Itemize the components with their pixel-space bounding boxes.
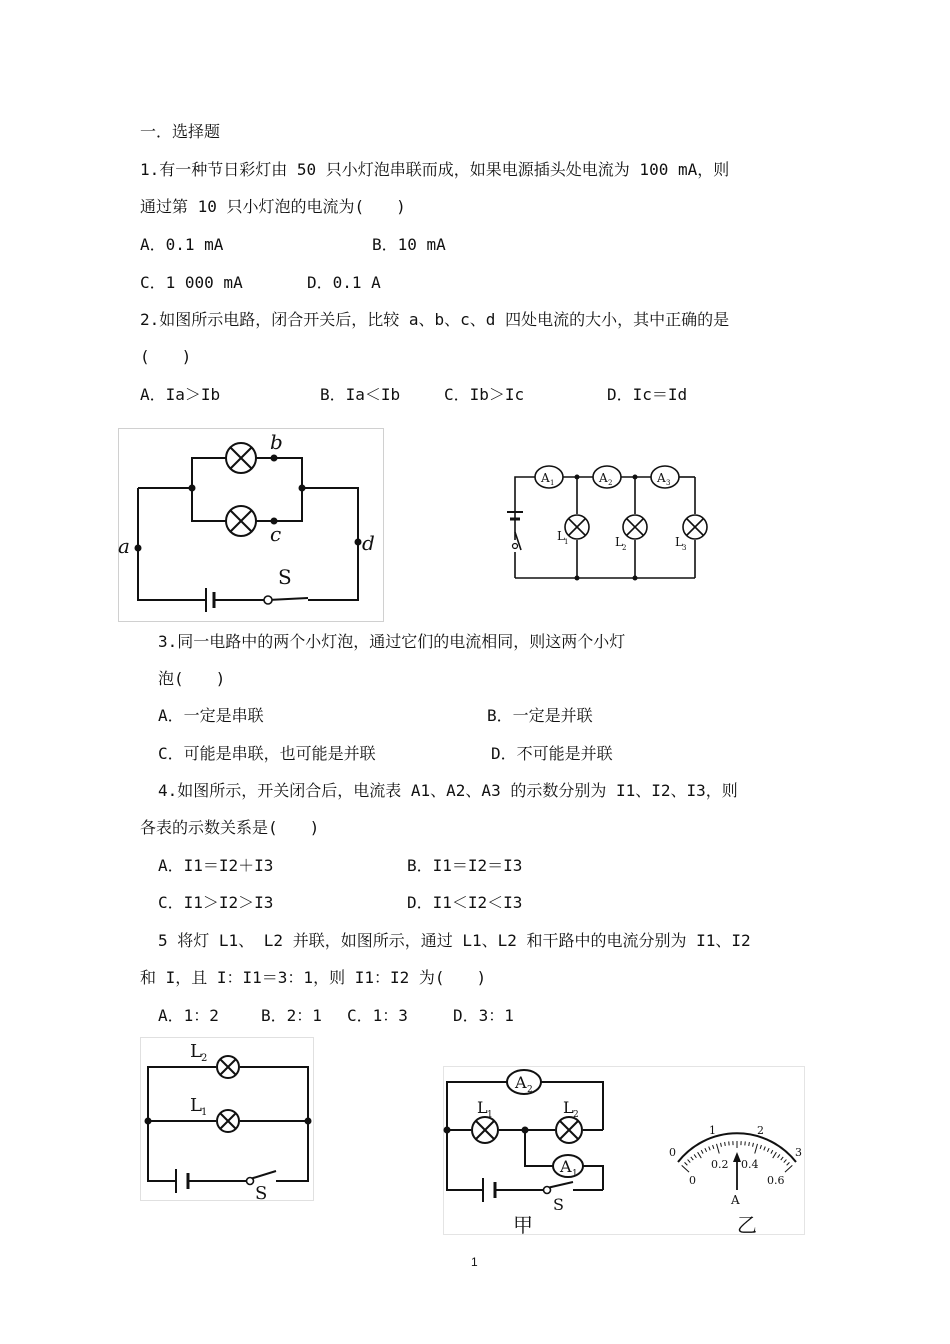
label-d: d xyxy=(362,531,375,555)
dial-tick xyxy=(785,1165,792,1172)
label-switch-s: S xyxy=(278,565,292,589)
svg-text:2: 2 xyxy=(608,479,613,487)
svg-text:2: 2 xyxy=(622,544,627,552)
dial-tick xyxy=(694,1154,696,1157)
lamp-l1-label: L xyxy=(190,1095,202,1116)
dial-tick xyxy=(705,1148,707,1152)
dial-inner-0: 0 xyxy=(689,1174,696,1187)
dial-inner-0-4: 0.4 xyxy=(741,1158,759,1171)
q2-line1: 2.如图所示电路，闭合开关后，比较 a、b、c、d 四处电流的大小，其中正确的是 xyxy=(140,310,730,329)
dial-tick xyxy=(721,1143,722,1147)
dial-tick xyxy=(698,1152,702,1158)
q1-option-c: C．1 000 mA xyxy=(140,273,243,292)
dial-inner-0-2: 0.2 xyxy=(711,1158,729,1171)
svg-text:1: 1 xyxy=(201,1107,208,1118)
q4-option-a: A．I1＝I2＋I3 xyxy=(158,856,274,875)
q1-option-a: A．0.1 mA xyxy=(140,235,224,254)
svg-text:2: 2 xyxy=(527,1085,533,1095)
q4-option-c: C．I1＞I2＞I3 xyxy=(158,893,274,912)
q2-option-a: A．Ia＞Ib xyxy=(140,385,221,404)
dial-tick xyxy=(682,1165,689,1172)
q5-circuit-diagram xyxy=(140,1037,314,1201)
q2-circuit-diagram xyxy=(118,428,384,622)
dial-tick xyxy=(764,1147,766,1151)
q4-line1: 4.如图所示，开关闭合后，电流表 A1、A2、A3 的示数分别为 I1、I2、I3，则 xyxy=(158,781,738,800)
ammeter-circuit-diagram xyxy=(443,1066,805,1238)
dial-tick xyxy=(691,1157,693,1160)
dial-tick xyxy=(781,1157,783,1160)
q2-line2: ( ) xyxy=(140,347,192,366)
ammeter-a2-label: A xyxy=(515,1073,527,1092)
dial-outer-1: 1 xyxy=(709,1124,716,1137)
q5-line2: 和 I，且 I：I1＝3：1，则 I1：I2 为( ) xyxy=(140,968,487,987)
dial-tick xyxy=(767,1148,769,1152)
lamp-l3-label: L xyxy=(675,535,683,549)
q2-option-d: D．Ic＝Id xyxy=(607,385,688,404)
dial-tick xyxy=(688,1160,691,1163)
q3-option-b: B．一定是并联 xyxy=(487,706,593,725)
ammeter-dial xyxy=(669,1124,802,1237)
ammeter-a2-label: A xyxy=(599,471,608,485)
q1-option-d: D．0.1 A xyxy=(307,273,381,292)
label-jia: 甲 xyxy=(513,1213,533,1237)
q3-option-a: A．一定是串联 xyxy=(158,706,264,725)
svg-text:1: 1 xyxy=(550,479,555,487)
lamp-l1-label: L xyxy=(557,529,565,543)
dial-outer-0: 0 xyxy=(669,1146,676,1159)
label-yi: 乙 xyxy=(737,1213,757,1237)
q5-line1: 5 将灯 L1、 L2 并联，如图所示，通过 L1、L2 和干路中的电流分别为 I1、I2 xyxy=(158,931,751,950)
dial-tick xyxy=(749,1142,750,1146)
page-number: 1 xyxy=(471,1255,478,1269)
dial-needle-arrow xyxy=(733,1152,741,1162)
dial-tick xyxy=(717,1144,720,1154)
dial-tick xyxy=(709,1147,711,1151)
q3-line1: 3.同一电路中的两个小灯泡，通过它们的电流相同，则这两个小灯 xyxy=(158,632,626,651)
svg-text:3: 3 xyxy=(666,479,671,487)
q4-option-d: D．I1＜I2＜I3 xyxy=(407,893,523,912)
dial-outer-2: 2 xyxy=(757,1124,764,1137)
q2-option-c: C．Ib＞Ic xyxy=(444,385,525,404)
svg-text:2: 2 xyxy=(201,1053,208,1064)
lamp-l1-label: L xyxy=(477,1098,488,1117)
ammeter-a3-label: A xyxy=(657,471,666,485)
dial-tick xyxy=(760,1145,761,1149)
dial-unit: A xyxy=(731,1193,740,1207)
label-a: a xyxy=(118,534,130,558)
label-c: c xyxy=(270,522,282,546)
q5-option-c: C．1：3 xyxy=(347,1006,408,1025)
dial-tick xyxy=(753,1143,754,1147)
q4-option-b: B．I1＝I2＝I3 xyxy=(407,856,523,875)
lamp-l2-label: L xyxy=(190,1041,202,1062)
svg-text:1: 1 xyxy=(487,1110,493,1120)
dial-tick xyxy=(784,1160,787,1163)
dial-tick xyxy=(771,1150,773,1154)
ammeter-a1-label: A xyxy=(560,1157,572,1176)
svg-text:1: 1 xyxy=(564,538,569,546)
svg-text:3: 3 xyxy=(682,544,687,552)
dial-tick xyxy=(755,1144,758,1154)
q5-option-d: D．3：1 xyxy=(453,1006,514,1025)
dial-tick xyxy=(725,1142,726,1146)
ammeter-a1-label: A xyxy=(541,471,550,485)
dial-outer-3: 3 xyxy=(795,1146,802,1159)
label-b: b xyxy=(270,430,283,454)
label-switch-s: S xyxy=(553,1195,564,1214)
q5-option-a: A．1：2 xyxy=(158,1006,219,1025)
q4-circuit-diagram xyxy=(505,462,711,582)
dial-tick xyxy=(778,1154,780,1157)
dial-tick xyxy=(701,1150,703,1154)
q2-option-b: B．Ia＜Ib xyxy=(320,385,401,404)
q1-option-b: B．10 mA xyxy=(372,235,446,254)
q1-line2: 通过第 10 只小灯泡的电流为( ) xyxy=(140,197,406,216)
q4-line2: 各表的示数关系是( ) xyxy=(140,818,320,837)
svg-text:1: 1 xyxy=(572,1169,578,1179)
section-title: 一．选择题 xyxy=(140,122,221,141)
lamp-l2-label: L xyxy=(615,535,623,549)
dial-tick xyxy=(713,1145,714,1149)
dial-tick xyxy=(773,1152,777,1158)
q5-option-b: B．2：1 xyxy=(261,1006,322,1025)
lamp-l2-label: L xyxy=(563,1098,574,1117)
q3-option-c: C．可能是串联，也可能是并联 xyxy=(158,744,376,763)
q3-line2: 泡( ) xyxy=(158,669,226,688)
dial-tick xyxy=(787,1162,790,1165)
label-switch-s: S xyxy=(255,1183,268,1201)
q1-line1: 1.有一种节日彩灯由 50 只小灯泡串联而成，如果电源插头处电流为 100 mA，则 xyxy=(140,160,730,179)
q3-option-d: D．不可能是并联 xyxy=(491,744,613,763)
dial-tick xyxy=(685,1162,688,1165)
svg-text:2: 2 xyxy=(573,1110,579,1120)
dial-inner-0-6: 0.6 xyxy=(767,1174,785,1187)
